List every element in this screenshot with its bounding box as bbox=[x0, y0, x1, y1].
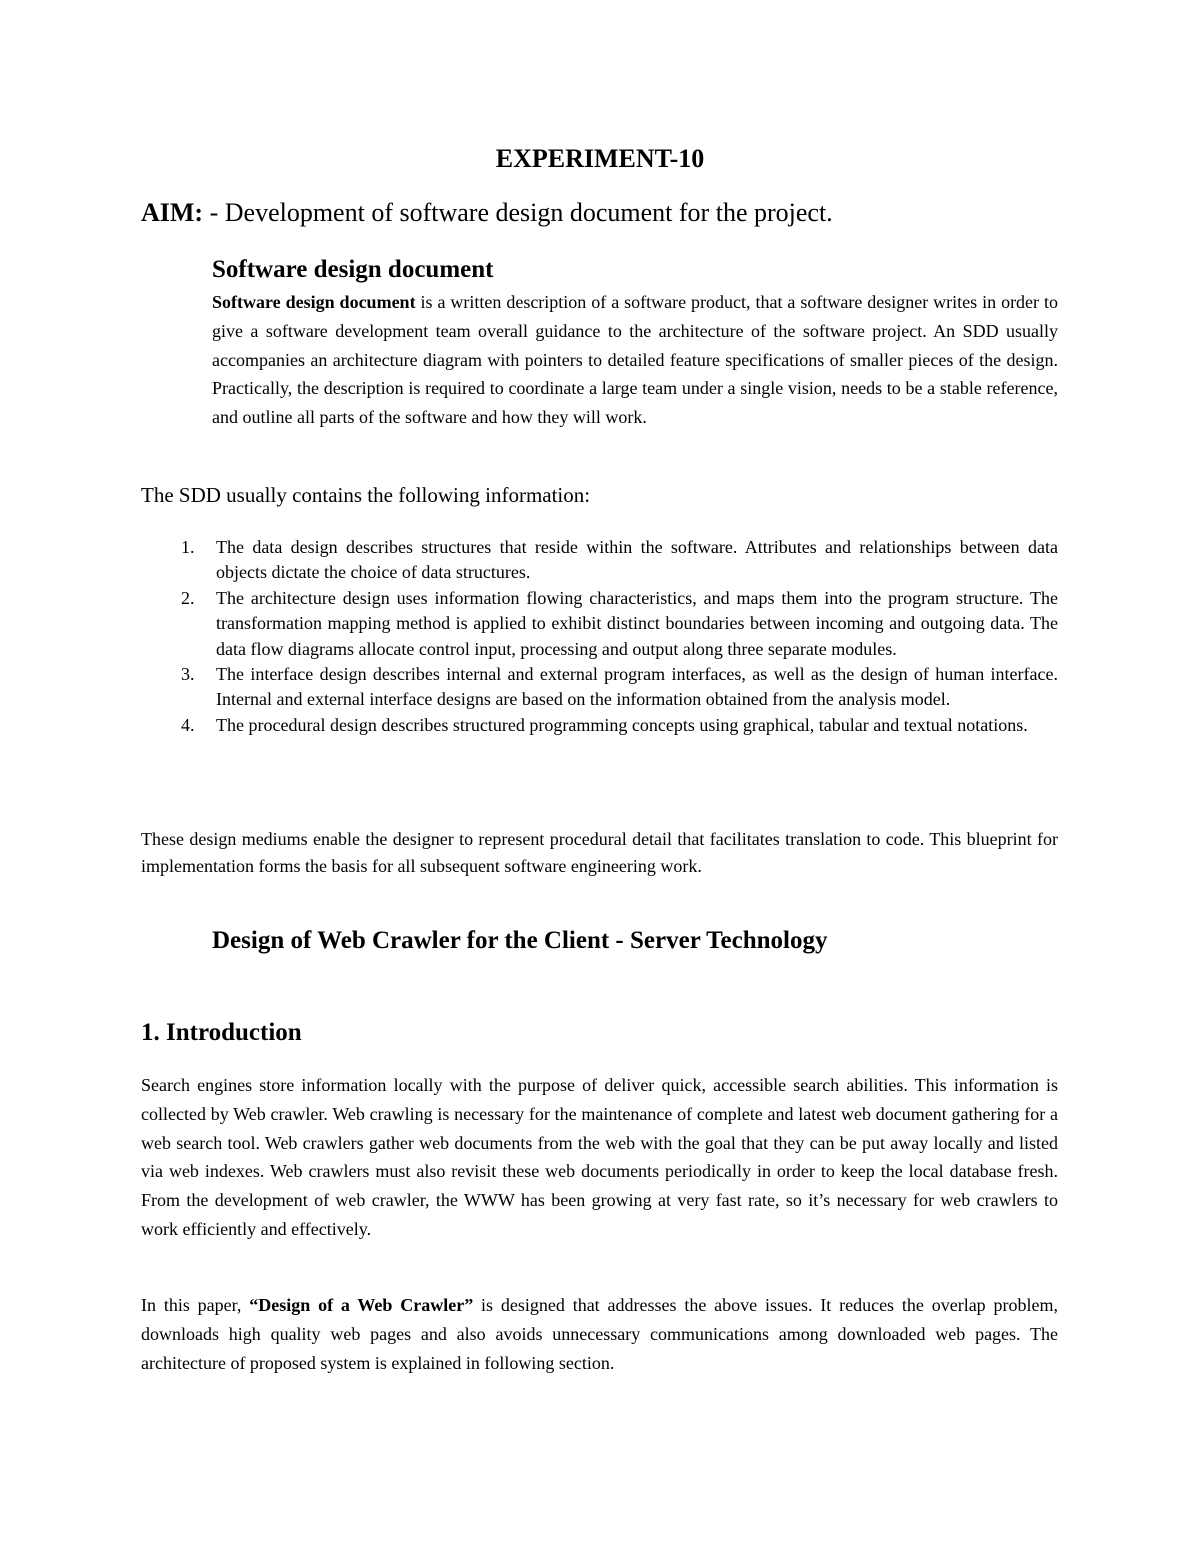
list-item-number: 1. bbox=[181, 537, 195, 557]
paper-title-bold: “Design of a Web Crawler” bbox=[249, 1295, 474, 1315]
paper-text-after: is designed that addresses the above issues. It reduces the overlap problem, downloads high quality web pages and also avoids unnecessary communications among downloaded web pages. The architecture of proposed system is explained in following section. bbox=[141, 1295, 1058, 1373]
sdd-paragraph bbox=[212, 288, 1058, 432]
info-list bbox=[141, 535, 1058, 738]
introduction-paragraph: Search engines store information locally with the purpose of deliver quick, accessible search abilities. This information is collected by Web crawler. Web crawling is necessary for the maintenance of complete and latest web document gathering for a web search tool. Web crawlers gather web documents from the web with the goal that they can be put away locally and listed via web indexes. Web crawlers must also revisit these web documents periodically in order to keep the local database fresh. From the development of web crawler, the WWW has been growing at very fast rate, so it’s necessary for web crawlers to work efficiently and effectively. bbox=[141, 1075, 1058, 1239]
list-item-text: The procedural design describes structured programming concepts using graphical, tabular and textual notations. bbox=[216, 714, 1028, 735]
aim-text: - Development of software design document for the project. bbox=[203, 198, 833, 227]
aim-label: AIM: bbox=[141, 198, 204, 227]
list-item-text: The data design describes structures that reside within the software. Attributes and relationships between data objects dictate the choice of data structures. bbox=[216, 537, 1058, 583]
paper-text-before: In this paper, bbox=[141, 1295, 250, 1315]
list-item bbox=[141, 586, 1058, 662]
contains-line: The SDD usually contains the following information: bbox=[141, 483, 591, 507]
list-item bbox=[141, 662, 1058, 713]
sdd-lead-bold: Software design document bbox=[212, 292, 416, 312]
list-item-number: 3. bbox=[181, 664, 195, 685]
design-heading: Design of Web Crawler for the Client - Server Technology bbox=[212, 927, 828, 954]
aim-line bbox=[141, 196, 833, 230]
list-item bbox=[141, 535, 1058, 586]
list-item bbox=[141, 713, 1058, 738]
paper-paragraph bbox=[141, 1291, 1058, 1377]
sdd-heading: Software design document bbox=[212, 256, 494, 283]
list-item-text: The architecture design uses information flowing characteristics, and maps them into the program structure. The transformation mapping method is applied to exhibit distinct boundaries between incoming and outgoing data. The data flow diagrams allocate control input, processing and output along three separate modules. bbox=[216, 587, 1058, 659]
mediums-paragraph: These design mediums enable the designer to represent procedural detail that facilitates translation to code. This blueprint for implementation forms the basis for all subsequent software engineering work. bbox=[141, 829, 1058, 876]
introduction-heading: 1. Introduction bbox=[141, 1019, 302, 1046]
list-item-number: 4. bbox=[181, 714, 195, 735]
page-title: EXPERIMENT-10 bbox=[495, 144, 705, 173]
sdd-paragraph-text: is a written description of a software product, that a software designer writes in order to give a software development team overall guidance to the architecture of the software project. An SDD usually accompanies an architecture diagram with pointers to detailed feature specifications of smaller pieces of the design. Practically, the description is required to coordinate a large team under a single vision, needs to be a stable reference, and outline all parts of the software and how they will work. bbox=[212, 292, 1058, 428]
list-item-text: The interface design describes internal and external program interfaces, as well as the design of human interface. Internal and external interface designs are based on the information obtained from the analysis model. bbox=[216, 664, 1058, 710]
list-item-number: 2. bbox=[181, 587, 195, 608]
